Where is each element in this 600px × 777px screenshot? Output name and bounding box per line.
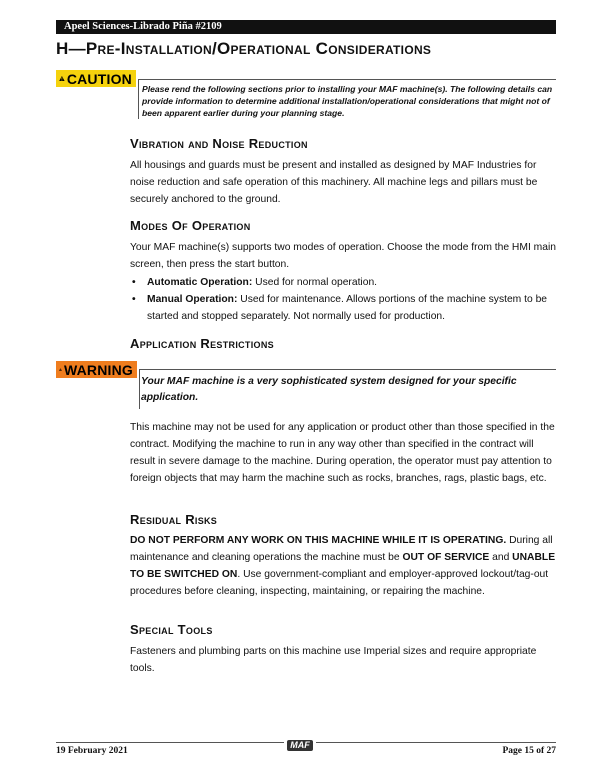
list-item	[130, 274, 560, 291]
residual-lead: DO NOT PERFORM ANY WORK ON THIS MACHINE WHILE IT IS OPERATING.	[130, 535, 507, 546]
maf-logo: MAF	[287, 740, 313, 751]
warning-badge	[56, 361, 137, 378]
modes-list	[130, 274, 560, 325]
caution-label: CAUTION	[66, 70, 132, 87]
section-heading-tools: Special Tools	[130, 622, 213, 637]
section-heading-residual: Residual Risks	[130, 512, 218, 527]
residual-text-3: . Use government-compliant and employer-approved lockout/tag-out procedures before cleaning, inspecting, maintaining, or repairing the machine.	[130, 569, 549, 597]
section-heading-restrictions: Application Restrictions	[130, 336, 274, 351]
mode-text: Used for maintenance. Allows portions of the machine system to be started and stopped separately. Not normally used for production.	[147, 294, 548, 322]
residual-emphasis-2: UNABLE TO BE SWITCHED ON	[130, 552, 556, 580]
warning-divider-vertical	[139, 369, 140, 409]
warning-triangle-icon	[59, 72, 65, 85]
tools-body: Fasteners and plumbing parts on this machine use Imperial sizes and require appropriate tools.	[130, 646, 537, 674]
residual-emphasis-1: OUT OF SERVICE	[402, 552, 490, 563]
warning-divider	[139, 369, 556, 370]
section-heading-vibration: Vibration and Noise Reduction	[130, 136, 308, 151]
caution-divider	[138, 79, 556, 80]
caution-text: Please rend the following sections prior to installing your MAF machine(s). The following details can provide information to determine additional installation/operational considerations that might not of been apparent earlier during your planning stage.	[142, 84, 553, 118]
residual-body	[130, 532, 560, 600]
page-title: H—Pre-Installation/Operational Considerations	[56, 39, 432, 58]
footer-date: 19 February 2021	[56, 746, 128, 756]
residual-text-1: During all maintenance and cleaning operations the machine must be	[130, 535, 553, 563]
mode-label: Automatic Operation:	[147, 277, 253, 288]
modes-intro: Your MAF machine(s) supports two modes of operation. Choose the mode from the HMI main screen, then press the start button.	[130, 242, 556, 270]
document-header	[56, 20, 556, 34]
page-number: Page 15 of 27	[502, 746, 556, 756]
footer-logo	[284, 738, 316, 752]
warning-text: Your MAF machine is a very sophisticated system designed for your specific application.	[141, 376, 517, 403]
caution-badge	[56, 70, 136, 87]
section-heading-modes: Modes Of Operation	[130, 218, 251, 233]
vibration-body: All housings and guards must be present and installed as designed by MAF Industries for noise reduction and safe operation of this machinery. All machine legs and pillars must be securely anchored to the ground.	[130, 160, 538, 205]
residual-text-2: and	[489, 552, 513, 563]
warning-triangle-icon	[59, 363, 62, 376]
mode-text: Used for normal operation.	[252, 277, 378, 288]
restrictions-body: This machine may not be used for any application or product other than those specified in the contract. Modifying the machine to run in any way other than specified in the contract will result in severe damage to the machine. During operation, the operator must pay attention to foreign objects that may harm the machine such as rocks, branches, rags, plastic bags, etc.	[130, 422, 555, 484]
document-id: Apeel Sciences-Librado Piña #2109	[64, 21, 222, 32]
warning-label: WARNING	[63, 361, 133, 378]
caution-divider-vertical	[138, 79, 139, 119]
mode-label: Manual Operation:	[147, 294, 238, 305]
list-item	[130, 291, 560, 325]
